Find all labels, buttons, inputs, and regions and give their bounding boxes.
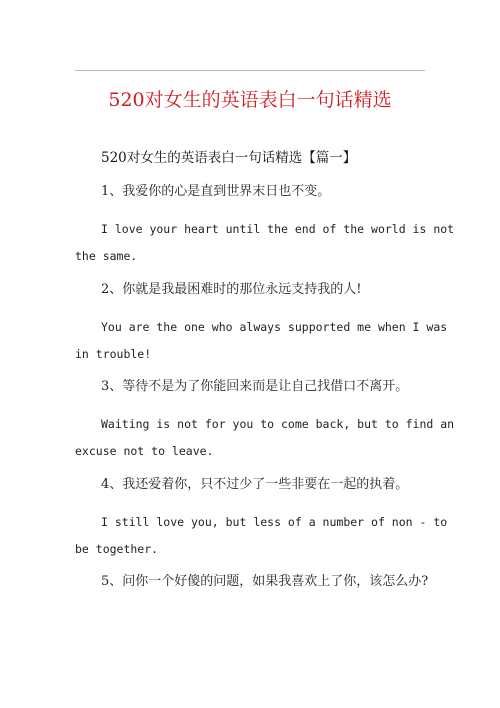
entry-4-english-line-1: I still love you, but less of a number of non - to — [101, 515, 448, 529]
entry-1-english-line-2: the same. — [75, 249, 138, 263]
entry-3-english-line-2: excuse not to leave. — [75, 444, 214, 458]
document-title: 520对女生的英语表白一句话精选 — [108, 89, 392, 111]
entry-1-english-line-1: I love your heart until the end of the world is not — [101, 222, 455, 236]
section-heading: 520对女生的英语表白一句话精选【篇一】 — [101, 150, 357, 166]
entry-4-english-line-2: be together. — [75, 542, 159, 556]
entry-1-english — [75, 216, 455, 270]
entry-3-chinese: 3、等待不是为了你能回来而是让自己找借口不离开。 — [101, 379, 409, 394]
entry-2-chinese: 2、你就是我最困难时的那位永远支持我的人! — [101, 282, 362, 297]
entry-2-english — [75, 314, 448, 368]
entry-3-english-line-1: Waiting is not for you to come back, but to find an — [101, 417, 455, 431]
entry-1-chinese: 1、我爱你的心是直到世界末日也不变。 — [101, 184, 331, 199]
entry-3-english — [75, 411, 455, 465]
entry-4-english — [75, 509, 448, 563]
entry-4-chinese: 4、我还爱着你，只不过少了一些非要在一起的执着。 — [101, 477, 409, 492]
entry-5-chinese: 5、问你一个好傻的问题，如果我喜欢上了你，该怎么办? — [101, 574, 429, 589]
entry-2-english-line-1: You are the one who always supported me when I was — [101, 320, 448, 334]
header-divider — [75, 70, 425, 71]
entry-2-english-line-2: in trouble! — [75, 347, 152, 361]
